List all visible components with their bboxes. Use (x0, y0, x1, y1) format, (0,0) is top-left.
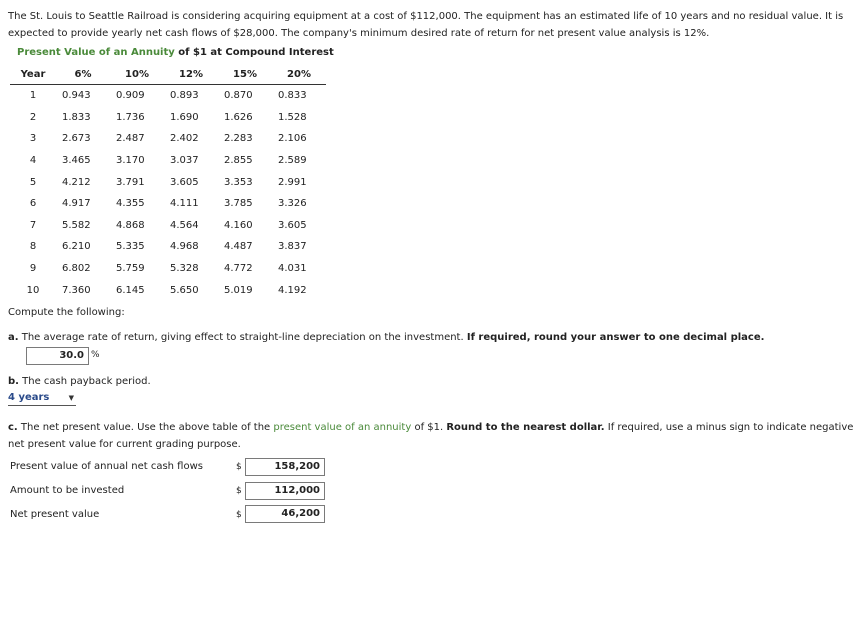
pv-cash-flows-currency: $ (236, 462, 242, 472)
percent-sign: % (91, 350, 100, 360)
question-c-letter: c. (8, 422, 18, 433)
value-cell: 6.210 (62, 241, 91, 253)
annuity-table-link[interactable]: present value of an annuity (273, 422, 412, 433)
year-cell: 5 (29, 176, 37, 188)
value-cell: 4.917 (62, 198, 91, 210)
value-cell: 0.870 (224, 90, 253, 102)
amount-invested-label: Amount to be invested (10, 485, 125, 496)
value-cell: 2.487 (116, 133, 145, 145)
question-b (8, 376, 151, 387)
average-rate-input[interactable]: 30.0 (26, 347, 89, 365)
value-cell: 2.673 (62, 133, 91, 145)
value-cell: 3.791 (116, 176, 145, 188)
header-15pct: 15% (218, 64, 272, 85)
question-a (8, 332, 764, 343)
header-year: Year (10, 64, 56, 85)
value-cell: 5.328 (170, 263, 199, 275)
value-cell: 2.589 (278, 155, 307, 167)
year-cell: 1 (29, 90, 37, 102)
question-c-text-1: The net present value. Use the above table of the (20, 422, 274, 433)
table-header-row (10, 64, 326, 85)
pv-cash-flows-label: Present value of annual net cash flows (10, 461, 203, 472)
value-cell: 0.833 (278, 90, 307, 102)
table-row (10, 193, 326, 215)
value-cell: 5.650 (170, 284, 199, 296)
value-cell: 0.943 (62, 90, 91, 102)
dropdown-arrow-icon: ▼ (68, 394, 74, 402)
year-cell: 4 (29, 155, 37, 167)
header-20pct: 20% (272, 64, 326, 85)
value-cell: 3.170 (116, 155, 145, 167)
value-cell: 2.402 (170, 133, 199, 145)
amount-invested-input[interactable]: 112,000 (245, 482, 325, 500)
question-c-instruction: Round to the nearest dollar. (446, 422, 605, 433)
year-cell: 2 (29, 111, 37, 123)
value-cell: 3.353 (224, 176, 253, 188)
value-cell: 2.283 (224, 133, 253, 145)
value-cell: 3.326 (278, 198, 307, 210)
value-cell: 4.111 (170, 198, 199, 210)
question-c-text-3: If required, use a minus sign to indicate negative net present value for current grading purpose. (8, 422, 854, 450)
header-12pct: 12% (164, 64, 218, 85)
value-cell: 4.212 (62, 176, 91, 188)
value-cell: 1.736 (116, 111, 145, 123)
table-title-link: Present Value of an Annuity (17, 47, 175, 58)
pv-cash-flows-input[interactable]: 158,200 (245, 458, 325, 476)
table-row (10, 171, 326, 193)
value-cell: 3.785 (224, 198, 253, 210)
table-title (17, 47, 334, 58)
value-cell: 5.335 (116, 241, 145, 253)
compute-heading: Compute the following: (8, 307, 125, 318)
year-cell: 7 (29, 219, 37, 231)
value-cell: 4.564 (170, 219, 199, 231)
year-cell: 9 (29, 263, 37, 275)
value-cell: 5.019 (224, 284, 253, 296)
value-cell: 1.528 (278, 111, 307, 123)
value-cell: 4.968 (170, 241, 199, 253)
year-cell: 10 (26, 284, 40, 296)
value-cell: 0.909 (116, 90, 145, 102)
value-cell: 4.192 (278, 284, 307, 296)
value-cell: 3.605 (170, 176, 199, 188)
pv-annuity-table (10, 64, 326, 301)
value-cell: 4.031 (278, 263, 307, 275)
question-c (8, 419, 858, 453)
value-cell: 2.991 (278, 176, 307, 188)
value-cell: 4.160 (224, 219, 253, 231)
table-row (10, 107, 326, 129)
table-title-rest: of $1 at Compound Interest (174, 47, 334, 58)
value-cell: 0.893 (170, 90, 199, 102)
question-b-text: The cash payback period. (22, 376, 151, 387)
question-a-instruction: If required, round your answer to one decimal place. (466, 332, 765, 343)
value-cell: 4.772 (224, 263, 253, 275)
table-row (10, 215, 326, 237)
table-row (10, 258, 326, 280)
value-cell: 3.037 (170, 155, 199, 167)
question-a-text: The average rate of return, giving effect to straight-line depreciation on the investment. (21, 332, 464, 343)
net-present-value-label: Net present value (10, 509, 100, 520)
header-6pct: 6% (56, 64, 110, 85)
value-cell: 5.582 (62, 219, 91, 231)
value-cell: 6.145 (116, 284, 145, 296)
value-cell: 4.355 (116, 198, 145, 210)
value-cell: 6.802 (62, 263, 91, 275)
value-cell: 4.487 (224, 241, 253, 253)
value-cell: 3.465 (62, 155, 91, 167)
payback-period-select[interactable] (8, 393, 76, 406)
value-cell: 1.690 (170, 111, 199, 123)
question-a-letter: a. (8, 332, 19, 343)
net-present-value-currency: $ (236, 510, 242, 520)
amount-invested-currency: $ (236, 486, 242, 496)
year-cell: 6 (29, 198, 37, 210)
payback-selected-value: 4 years (8, 392, 50, 403)
value-cell: 2.855 (224, 155, 253, 167)
value-cell: 1.626 (224, 111, 253, 123)
table-row (10, 128, 326, 150)
table-row (10, 150, 326, 172)
net-present-value-input[interactable]: 46,200 (245, 505, 325, 523)
table-row (10, 236, 326, 258)
value-cell: 3.837 (278, 241, 307, 253)
year-cell: 3 (29, 133, 37, 145)
question-b-letter: b. (8, 376, 19, 387)
problem-intro: The St. Louis to Seattle Railroad is considering acquiring equipment at a cost of $112,000. The equipment has an estimated life of 10 years and no residual value. It is expected to provide yearly net cash flows of $28,000. The company's minimum desired rate of return for net present value analysis is 12%. (8, 11, 844, 39)
header-10pct: 10% (110, 64, 164, 85)
year-cell: 8 (29, 241, 37, 253)
value-cell: 2.106 (278, 133, 307, 145)
value-cell: 7.360 (62, 284, 91, 296)
value-cell: 5.759 (116, 263, 145, 275)
question-c-text-2: of $1. (411, 422, 447, 433)
table-row (10, 85, 326, 107)
value-cell: 4.868 (116, 219, 145, 231)
value-cell: 3.605 (278, 219, 307, 231)
value-cell: 1.833 (62, 111, 91, 123)
table-row (10, 279, 326, 301)
